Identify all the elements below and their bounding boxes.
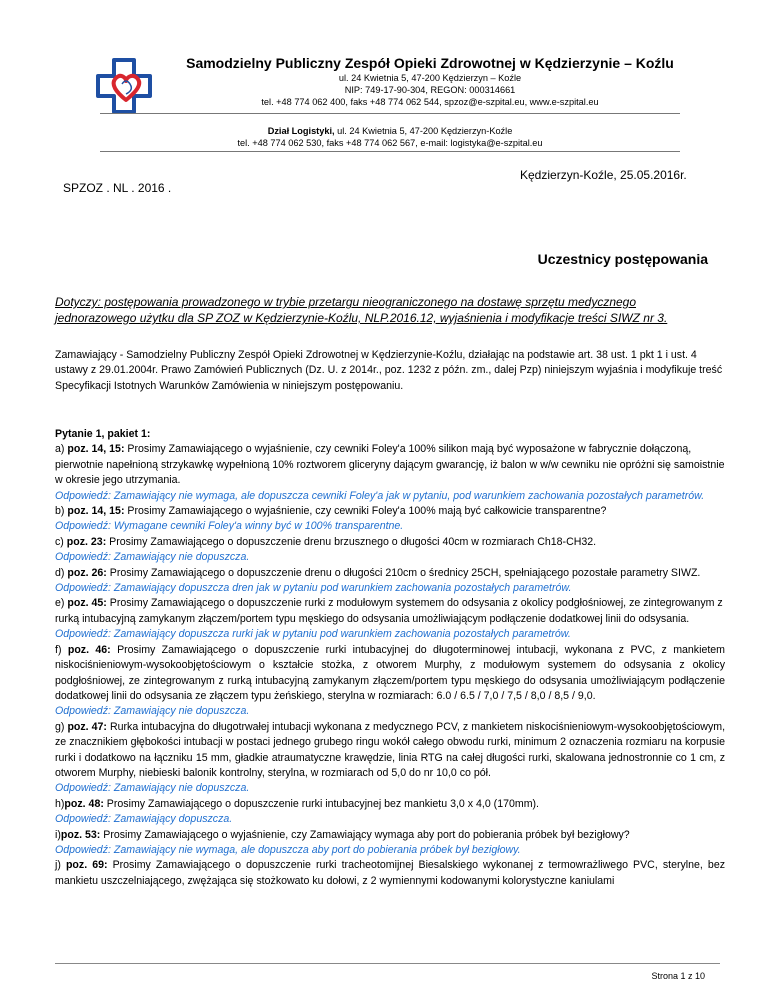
question-items [55,442,725,889]
institution-name: Samodzielny Publiczny Zespół Opieki Zdrowotnej w Kędzierzynie – Koźlu [186,55,674,71]
question-item [55,596,725,627]
item-prefix: i) [55,828,61,841]
item-prefix: a) [55,443,68,456]
institution-address: ul. 24 Kwietnia 5, 47-200 Kędzierzyn – Koźle [338,73,522,83]
item-text: Prosimy Zamawiającego o dopuszczenie rurki z modułowym systemem do odsysania z okolicy podgłośniowej, ze zintegrowanym z rurką intubacyjną zamykanym złączem/portem typu męskiego do odsysania umożliwiającym podłączenie dodatkowej linii do odsysania. [55,597,723,625]
item-text: Rurka intubacyjna do długotrwałej intubacji wykonana z medycznego PCV, z mankietem niskociśnieniowym-wysokoobjętościowym, ze znacznikiem głębokości intubacji w postaci jednego grubego ringu wokół całego obwodu rurki, minimum 2 oznaczenia rozmiaru na korpusie rurki i dodatkowo na łączniku 15 mm, gładkie atraumatyczne krawędzie, linia RTG na całej długości rurki, skalowana jednostronnie co 1 cm, z otworem Murphy, niebieski balonik kontrolny, sterylna, w rozmiarach od 5,0 do nr 10,0 co pół. [55,720,726,779]
answer-text: Odpowiedź: Zamawiający nie dopuszcza. [55,705,250,718]
institution-contacts: tel. +48 774 062 400, faks +48 774 062 544, spzoz@e-szpital.eu, www.e-szpital.eu [261,97,599,107]
department-contacts: tel. +48 774 062 530, faks +48 774 062 567, e-mail: logistyka@e-szpital.eu [237,138,543,148]
question-item [55,858,725,889]
question-item [55,504,725,519]
item-text: Prosimy Zamawiającego o dopuszczenie drenu brzusznego o długości 40cm w rozmiarach Ch18-CH32. [106,535,597,548]
answer-text: Odpowiedź: Zamawiający dopuszcza dren jak w pytaniu pod warunkiem zachowania pozostałych parametrów. [55,582,572,595]
item-position: poz. 47: [67,720,107,733]
item-prefix: c) [55,535,67,548]
question-item [55,828,725,843]
answer-text: Odpowiedź: Zamawiający dopuszcza. [55,813,233,826]
department-name: Dział Logistyki, [267,126,335,136]
item-text: Prosimy Zamawiającego o dopuszczenie rurki intubacyjnej bez mankietu 3,0 x 4,0 (170mm). [103,797,539,810]
place-date: Kędzierzyn-Koźle, 25.05.2016r. [520,168,687,182]
answer-text: Odpowiedź: Zamawiający nie wymaga, ale dopuszcza aby port do pobierania próbek był bezigłowy. [55,843,521,856]
item-prefix: d) [55,566,68,579]
item-text: Prosimy Zamawiającego o wyjaśnienie, czy cewniki Foley'a 100% mają być całkowicie transparentne? [124,505,607,518]
questions-section [55,427,725,889]
item-position: poz. 53: [60,828,101,841]
item-position: poz. 26: [67,566,107,579]
item-text: Prosimy Zamawiającego o wyjaśnienie, czy cewniki Foley'a 100% silikon mają być wyposażone w fabrycznie dołączoną, pierwotnie napełnioną strzykawkę wypełnioną 10% roztworem gliceryny dającym gwarancję, iż balon w w/w cewniku nie opróżni się samoistnie w okresie jego utrzymania. [55,443,725,487]
answer-text: Odpowiedź: Zamawiający dopuszcza rurki jak w pytaniu pod warunkiem zachowania pozostałych parametrów. [55,628,571,641]
department-divider [100,151,680,152]
question-item [55,720,725,782]
item-text: Prosimy Zamawiającego o wyjaśnienie, czy Zamawiający wymaga aby port do pobierania próbek był bezigłowy? [100,828,630,841]
header-divider [100,113,680,114]
question-heading: Pytanie 1, pakiet 1: [55,428,151,440]
reference-number: SPZOZ . NL . 2016 . [63,181,172,195]
question-item [55,566,725,581]
item-text: Prosimy Zamawiającego o dopuszczenie rurki intubacyjnej do długoterminowej intubacji, wykonana z PVC, z mankietem niskociśnieniowym-wysokoobjętościowym o kształcie stożka, z otworem Murphy, z modułowym systemem do odsysania z okolicy podgłośniowej, ze zintegrowanym z rurką intubacyjną zamykanym złączem/portem typu męskiego do odsysania umożliwiającym podłączenie dodatkowej linii do odsysania ze złączem typu żeńskiego, sterylna w rozmiarach: 6.0 / 6.5 / 7,0 / 7,5 / 8,0 / 8,5 / 9,0. [55,643,725,702]
item-text: Prosimy Zamawiającego o dopuszczenie drenu o długości 210cm o średnicy 25CH, spełniającego pozostałe parametry SIWZ. [106,566,701,579]
subject-line: Dotyczy: postępowania prowadzonego w trybie przetargu nieograniczonego na dostawę sprzętu medycznego jednorazowego użytku dla SP ZOZ w Kędzierzynie-Koźlu, NLP.2016.12, wyjaśnienia i modyfikacje treści SIWZ nr 3. [55,295,668,325]
item-prefix: h) [55,797,65,810]
item-prefix: e) [55,597,68,610]
page-number: Strona 1 z 10 [651,971,705,981]
answer-text: Odpowiedź: Zamawiający nie wymaga, ale dopuszcza cewniki Foley'a jak w pytaniu, pod warunkiem zachowania pozostałych parametrów. [55,489,705,502]
intro-paragraph: Zamawiający - Samodzielny Publiczny Zespół Opieki Zdrowotnej w Kędzierzynie-Koźlu, działając na podstawie art. 38 ust. 1 pkt 1 i ust. 4 ustawy z 29.01.2004r. Prawo Zamówień Publicznych (Dz. U. z 2014r., poz. 1232 z późn. zm., dalej Pzp) niniejszym wyjaśnia i modyfikuje treść Specyfikacji Istotnych Warunków Zamówienia w niniejszym postępowaniu. [55,349,723,392]
item-position: poz. 23: [66,535,107,548]
item-position: poz. 69: [65,859,108,872]
item-position: poz. 45: [67,597,107,610]
item-position: poz. 14, 15: [67,505,125,518]
department-address: ul. 24 Kwietnia 5, 47-200 Kędzierzyn-Koźle [334,126,513,136]
answer-text: Odpowiedź: Zamawiający nie dopuszcza. [55,551,250,564]
item-position: poz. 46: [67,643,111,656]
question-item [55,535,725,550]
item-text: Prosimy Zamawiającego o dopuszczenie rurki tracheotomijnej Biesalskiego wykonanej z termowrażliwego PVC, sterylne, bez mankietu uszczelniającego, zwężająca się stożkowato ku dołowi, z 2 wymiennymi kodowanymi kolorystyczne kaniulami [55,859,726,887]
answer-text: Odpowiedź: Zamawiający nie dopuszcza. [55,782,250,795]
item-prefix: g) [55,720,68,733]
answer-text: Odpowiedź: Wymagane cewniki Foley'a winny być w 100% transparentne. [55,520,404,533]
recipients-heading: Uczestnicy postępowania [537,251,708,267]
footer-divider [55,963,720,964]
question-item [55,797,725,812]
item-prefix: b) [55,505,68,518]
institution-nip-regon: NIP: 749-17-90-304, REGON: 000314661 [344,85,516,95]
item-position: poz. 14, 15: [67,443,125,456]
item-prefix: f) [55,643,68,656]
item-prefix: j) [55,859,66,872]
item-position: poz. 48: [64,797,104,810]
question-item [55,643,725,705]
question-item [55,442,725,488]
department-line [100,125,680,137]
